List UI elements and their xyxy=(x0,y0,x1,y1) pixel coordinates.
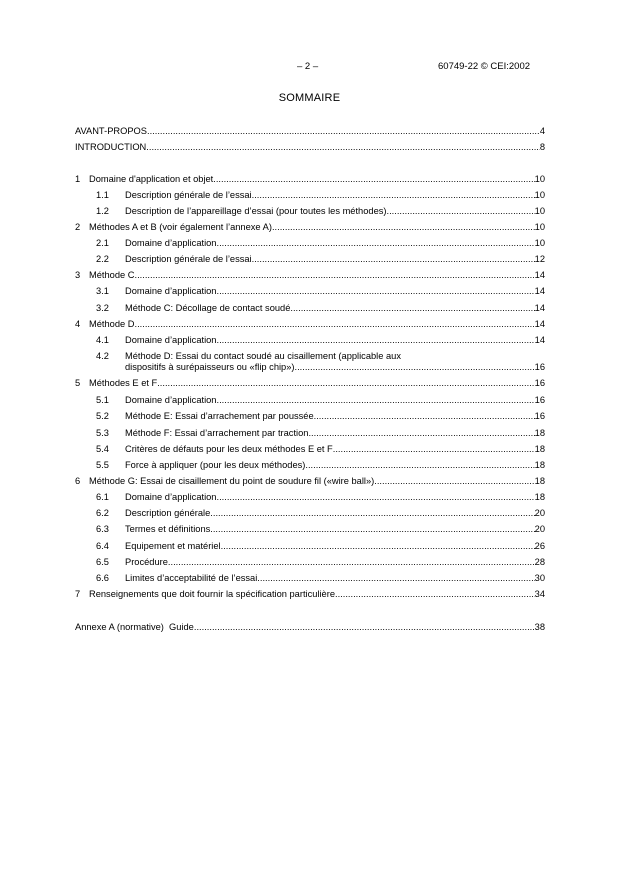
toc-entry-1-2[interactable]: 1.2 Description de l’appareillage d’essai (pour toutes les méthodes) ..... 10 xyxy=(75,206,545,218)
toc-entry-5-2[interactable]: 5.2 Méthode E: Essai d’arrachement par poussée ..... 16 xyxy=(75,411,545,423)
toc-entry-3-1[interactable]: 3.1 Domaine d’application ..... 14 xyxy=(75,286,545,298)
toc-entry-5-1[interactable]: 5.1 Domaine d’application ..... 16 xyxy=(75,395,545,407)
toc-entry-2[interactable]: 2 Méthodes A et B (voir également l’annexe A) ..... 10 xyxy=(75,222,545,234)
document-reference: 60749-22 © CEI:2002 xyxy=(438,61,531,72)
page-title: SOMMAIRE xyxy=(278,92,341,104)
toc-entry-6-3[interactable]: 6.3 Termes et définitions ..... 20 xyxy=(75,524,545,536)
toc-entry-5-5[interactable]: 5.5 Force à appliquer (pour les deux méthodes) ..... 18 xyxy=(75,460,545,472)
toc-entry-3[interactable]: 3 Méthode C ..... 14 xyxy=(75,270,545,282)
toc-entry-5-3[interactable]: 5.3 Méthode F: Essai d’arrachement par traction ..... 18 xyxy=(75,428,545,440)
toc-entry-3-2[interactable]: 3.2 Méthode C: Décollage de contact soudé ..... 14 xyxy=(75,303,545,315)
toc-entry-avant-propos[interactable]: AVANT-PROPOS ..... 4 xyxy=(75,126,545,138)
toc-entry-6-5[interactable]: 6.5 Procédure ..... 28 xyxy=(75,557,545,569)
toc-entry-6-1[interactable]: 6.1 Domaine d’application ..... 18 xyxy=(75,492,545,504)
page-number: – 2 – xyxy=(297,61,319,72)
toc-entry-4-2[interactable]: 4.2 Méthode D: Essai du contact soudé au cisaillement (applicable aux dispositifs à surépaisseurs ou «flip chip») ..... 16 xyxy=(75,351,545,375)
toc-entry-1-1[interactable]: 1.1 Description générale de l’essai ..... 10 xyxy=(75,190,545,202)
toc-entry-5[interactable]: 5 Méthodes E et F ..... 16 xyxy=(75,378,545,390)
toc-entry-2-2[interactable]: 2.2 Description générale de l’essai ..... 12 xyxy=(75,254,545,266)
toc-entry-6[interactable]: 6 Méthode G: Essai de cisaillement du point de soudure fil («wire ball») ..... 18 xyxy=(75,476,545,488)
toc-entry-6-6[interactable]: 6.6 Limites d’acceptabilité de l’essai ..... 30 xyxy=(75,573,545,585)
toc-entry-4[interactable]: 4 Méthode D ..... 14 xyxy=(75,319,545,331)
toc-entry-2-1[interactable]: 2.1 Domaine d’application ..... 10 xyxy=(75,238,545,250)
toc-entry-annexe-a[interactable]: Annexe A (normative) Guide ..... 38 xyxy=(75,622,545,634)
toc-entry-1[interactable]: 1 Domaine d'application et objet ..... 10 xyxy=(75,174,545,186)
toc-entry-4-1[interactable]: 4.1 Domaine d’application ..... 14 xyxy=(75,335,545,347)
toc-entry-7[interactable]: 7 Renseignements que doit fournir la spécification particulière ..... 34 xyxy=(75,589,545,601)
toc-entry-5-4[interactable]: 5.4 Critères de défauts pour les deux méthodes E et F ..... 18 xyxy=(75,444,545,456)
toc-entry-6-2[interactable]: 6.2 Description générale ..... 20 xyxy=(75,508,545,520)
toc-entry-6-4[interactable]: 6.4 Equipement et matériel ..... 26 xyxy=(75,541,545,553)
toc-entry-introduction[interactable]: INTRODUCTION ..... 8 xyxy=(75,142,545,154)
